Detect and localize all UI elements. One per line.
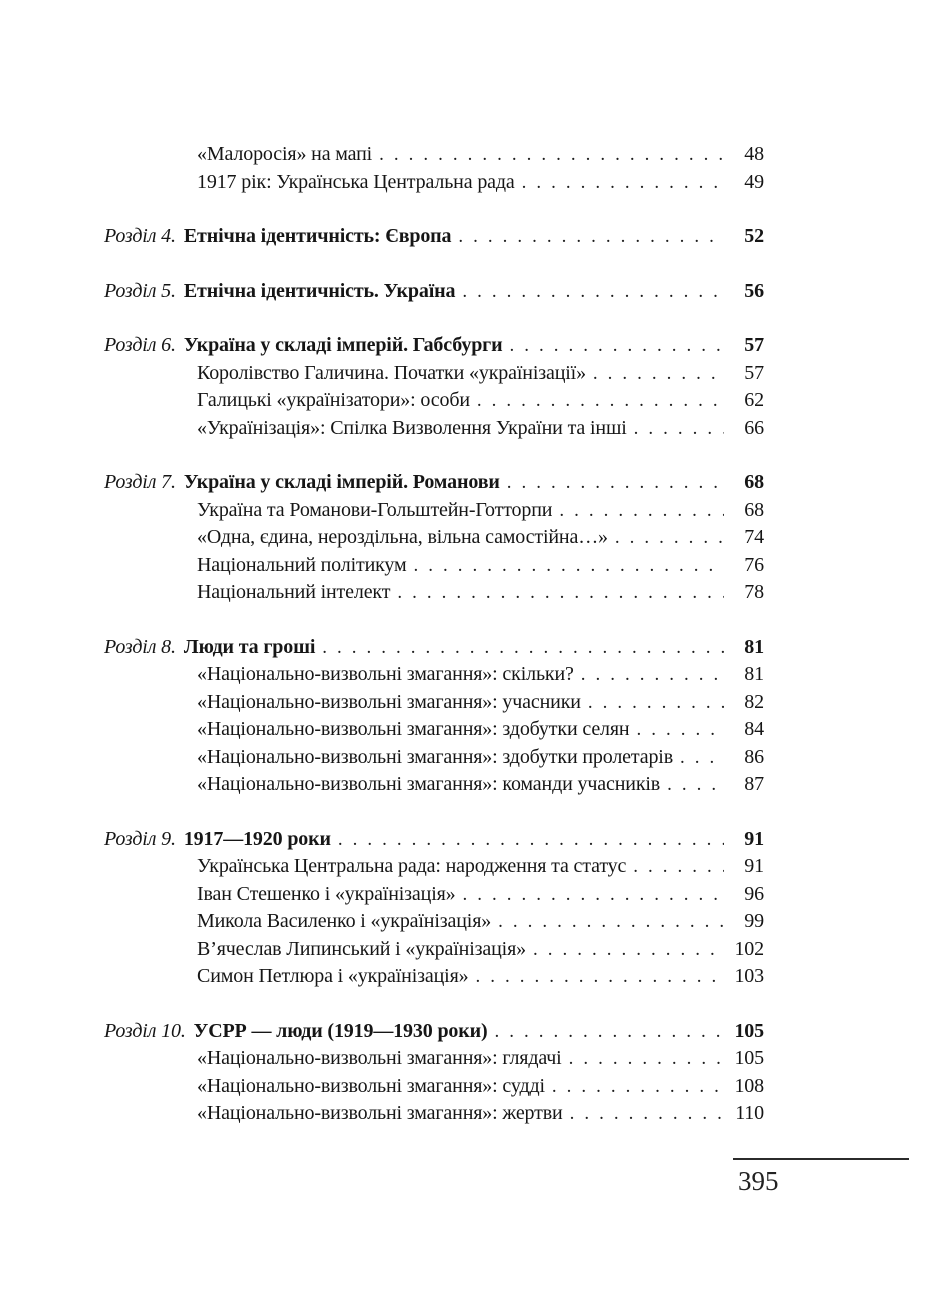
- toc-row: [104, 908, 764, 936]
- toc-entry-title: «Національно-визвольні змагання»: учасники: [197, 690, 581, 713]
- chapter-prefix: Розділ 9.: [104, 827, 176, 850]
- toc-entry-title: Люди та гроші: [183, 635, 316, 658]
- toc-row: [104, 744, 764, 772]
- toc-row: [104, 1073, 764, 1101]
- toc-entry-page-number: 91: [744, 855, 764, 877]
- toc-entry-title: 1917 рік: Українська Центральна рада: [197, 170, 515, 193]
- dot-leader: [522, 169, 724, 197]
- toc-row: [104, 524, 764, 552]
- toc-row: [104, 223, 764, 251]
- dot-leader: [397, 579, 724, 607]
- toc-entry-title: Національний політикум: [197, 553, 407, 576]
- table-of-contents: [104, 141, 764, 1128]
- toc-entry-page-number: 66: [744, 416, 764, 439]
- toc-row: [104, 881, 764, 909]
- toc-entry-page-number: 103: [734, 965, 764, 987]
- toc-entry-title: «Національно-визвольні змагання»: скільки?: [197, 663, 574, 685]
- footer-rule: [733, 1158, 909, 1160]
- toc-entry-title: Микола Василенко і «українізація»: [197, 910, 492, 932]
- toc-entry-page-number: 96: [744, 882, 764, 905]
- toc-entry-page-number: 74: [744, 526, 764, 548]
- toc-row: [104, 1045, 764, 1073]
- toc-entry-title: Королівство Галичина. Початки «українізації»: [197, 361, 586, 384]
- dot-leader: [509, 332, 724, 360]
- toc-row: [104, 497, 764, 525]
- dot-leader: [667, 771, 724, 799]
- toc-entry-page-number: 86: [744, 745, 764, 768]
- toc-entry-page-number: 57: [744, 361, 764, 384]
- toc-row: [104, 469, 764, 497]
- toc-entry-title: Іван Стешенко і «українізація»: [197, 882, 456, 905]
- dot-leader: [477, 387, 724, 415]
- toc-entry-title: «Національно-визвольні змагання»: судді: [197, 1074, 545, 1097]
- chapter-prefix: Розділ 10.: [104, 1019, 186, 1042]
- toc-entry-page-number: 81: [744, 635, 764, 658]
- chapter-prefix: Розділ 8.: [104, 635, 176, 658]
- toc-row: [104, 936, 764, 964]
- dot-leader: [495, 1018, 724, 1046]
- toc-entry-page-number: 68: [744, 471, 764, 493]
- toc-row: [104, 634, 764, 662]
- toc-entry-page-number: 110: [735, 1102, 764, 1124]
- toc-entry-title: «Малоросія» на мапі: [197, 143, 373, 165]
- toc-entry-title: Етнічна ідентичність: Європа: [183, 225, 452, 247]
- toc-entry-title: Етнічна ідентичність. Україна: [183, 279, 456, 302]
- toc-entry-page-number: 62: [744, 389, 764, 411]
- toc-row: [104, 771, 764, 799]
- toc-row: [104, 360, 764, 388]
- dot-leader: [462, 278, 724, 306]
- toc-row: [104, 332, 764, 360]
- dot-leader: [322, 634, 724, 662]
- toc-entry-title: 1917—1920 роки: [183, 827, 331, 850]
- dot-leader: [593, 360, 724, 388]
- toc-entry-page-number: 76: [744, 553, 764, 576]
- toc-row: [104, 716, 764, 744]
- dot-leader: [552, 1073, 724, 1101]
- toc-entry-title: «Українізація»: Спілка Визволення України та інші: [197, 416, 627, 439]
- toc-entry-title: В’ячеслав Липинський і «українізація»: [197, 937, 526, 960]
- toc-row: [104, 661, 764, 689]
- dot-leader: [680, 744, 724, 772]
- toc-entry-title: «Національно-визвольні змагання»: глядачі: [197, 1047, 562, 1069]
- dot-leader: [414, 552, 725, 580]
- toc-row: [104, 415, 764, 443]
- toc-entry-page-number: 105: [734, 1047, 764, 1069]
- toc-entry-title: УСРР — люди (1919—1930 роки): [193, 1019, 488, 1042]
- toc-row: [104, 387, 764, 415]
- toc-entry-title: Галицькі «українізатори»: особи: [197, 389, 470, 411]
- dot-leader: [559, 497, 724, 525]
- toc-entry-page-number: 52: [744, 225, 764, 247]
- dot-leader: [463, 881, 725, 909]
- toc-entry-title: Українська Центральна рада: народження та статус: [197, 855, 627, 877]
- toc-entry-page-number: 99: [744, 910, 764, 932]
- dot-leader: [615, 524, 724, 552]
- toc-entry-page-number: 108: [734, 1074, 764, 1097]
- toc-entry-title: «Національно-визвольні змагання»: здобутки пролетарів: [197, 745, 674, 768]
- toc-entry-page-number: 81: [744, 663, 764, 685]
- dot-leader: [588, 689, 724, 717]
- toc-row: [104, 1018, 764, 1046]
- toc-row: [104, 579, 764, 607]
- dot-leader: [636, 716, 724, 744]
- toc-entry-page-number: 56: [744, 279, 764, 302]
- dot-leader: [533, 936, 724, 964]
- toc-entry-page-number: 68: [744, 498, 764, 521]
- toc-entry-page-number: 57: [744, 334, 764, 356]
- dot-leader: [379, 141, 724, 169]
- dot-leader: [570, 1100, 724, 1128]
- toc-row: [104, 278, 764, 306]
- toc-entry-title: Україна та Романови-Гольштейн-Готторпи: [197, 498, 553, 521]
- dot-leader: [581, 661, 724, 689]
- toc-entry-page-number: 48: [744, 143, 764, 165]
- dot-leader: [338, 826, 724, 854]
- toc-row: [104, 826, 764, 854]
- dot-leader: [634, 415, 724, 443]
- dot-leader: [633, 853, 724, 881]
- toc-row: [104, 1100, 764, 1128]
- toc-row: [104, 689, 764, 717]
- toc-entry-title: «Національно-визвольні змагання»: жертви: [197, 1102, 563, 1124]
- toc-entry-title: «Одна, єдина, нероздільна, вільна самостійна…»: [197, 526, 608, 548]
- toc-entry-page-number: 49: [744, 170, 764, 193]
- toc-row: [104, 141, 764, 169]
- toc-entry-title: Україна у складі імперій. Романови: [183, 471, 500, 493]
- page-number: 395: [738, 1166, 779, 1196]
- toc-entry-page-number: 87: [744, 773, 764, 795]
- dot-leader: [498, 908, 724, 936]
- toc-entry-page-number: 91: [744, 827, 764, 850]
- dot-leader: [458, 223, 724, 251]
- chapter-prefix: Розділ 5.: [104, 279, 176, 302]
- toc-row: [104, 963, 764, 991]
- chapter-prefix: Розділ 4.: [104, 225, 176, 247]
- toc-row: [104, 552, 764, 580]
- toc-entry-title: «Національно-визвольні змагання»: команди учасників: [197, 773, 661, 795]
- dot-leader: [475, 963, 724, 991]
- toc-entry-page-number: 84: [744, 718, 764, 740]
- toc-entry-title: Симон Петлюра і «українізація»: [197, 965, 469, 987]
- dot-leader: [569, 1045, 724, 1073]
- toc-entry-page-number: 105: [734, 1019, 764, 1042]
- dot-leader: [507, 469, 724, 497]
- toc-entry-title: Україна у складі імперій. Габсбурги: [183, 334, 503, 356]
- toc-entry-page-number: 102: [734, 937, 764, 960]
- toc-row: [104, 169, 764, 197]
- chapter-prefix: Розділ 7.: [104, 471, 176, 493]
- toc-entry-title: Національний інтелект: [197, 581, 391, 603]
- toc-row: [104, 853, 764, 881]
- toc-entry-page-number: 82: [744, 690, 764, 713]
- chapter-prefix: Розділ 6.: [104, 334, 176, 356]
- toc-entry-title: «Національно-визвольні змагання»: здобутки селян: [197, 718, 630, 740]
- toc-entry-page-number: 78: [744, 581, 764, 603]
